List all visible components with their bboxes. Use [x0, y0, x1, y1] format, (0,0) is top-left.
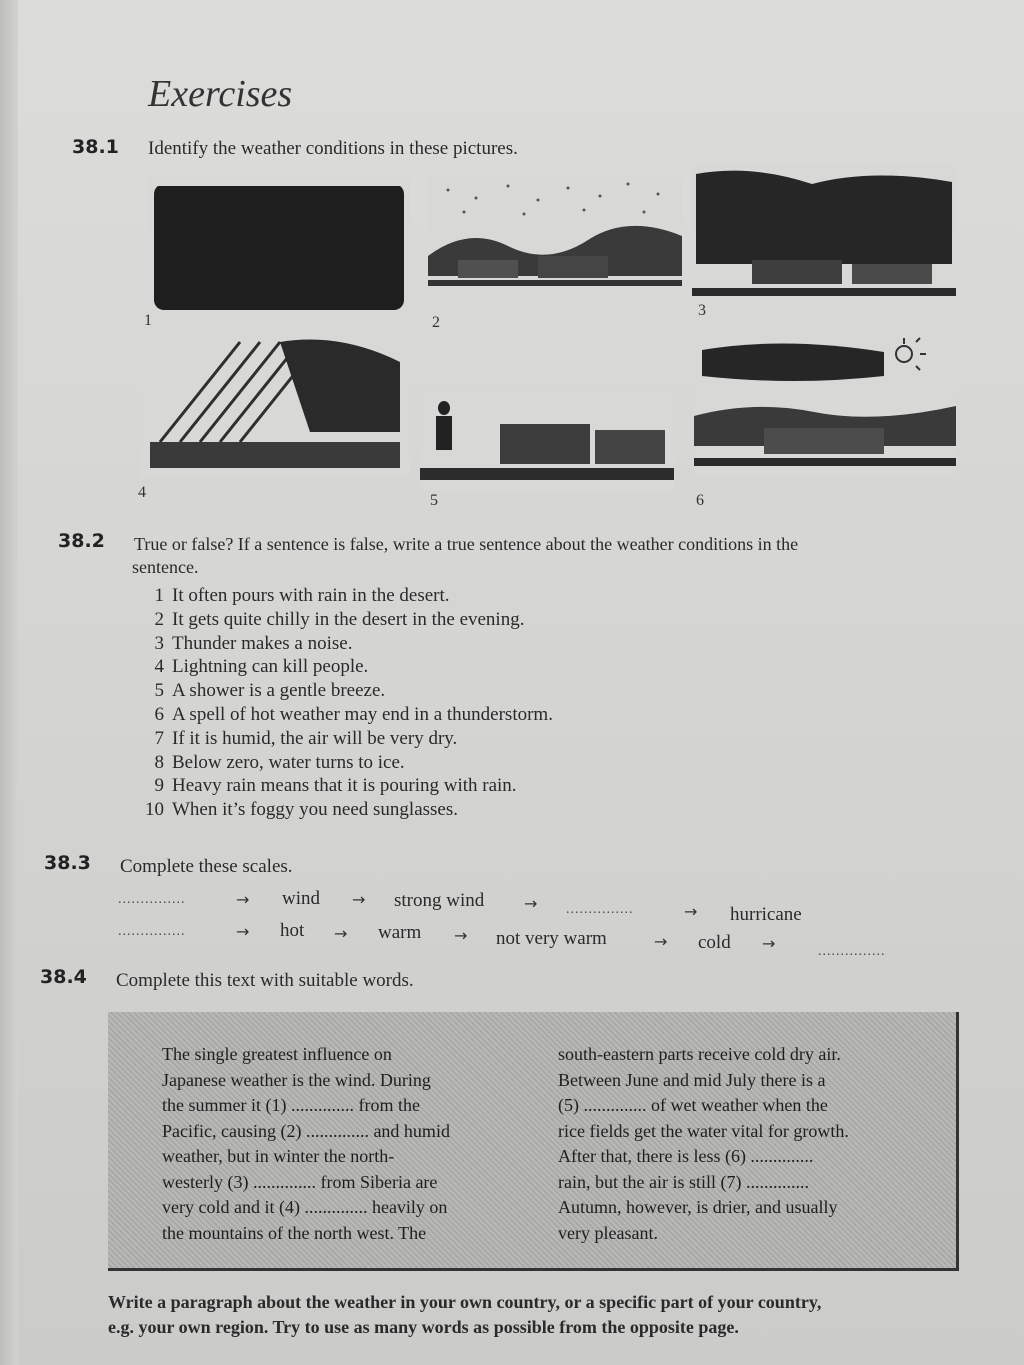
exercise-number-38-4: 38.4 [40, 966, 87, 988]
cloze-line: weather, but in winter the north- [162, 1146, 395, 1166]
blank-answer-line[interactable]: ............... [818, 944, 886, 959]
cloze-text-box [108, 1012, 959, 1271]
exercise-number-38-3: 38.3 [44, 852, 91, 874]
cloze-line: westerly (3) .............. from Siberia are [162, 1171, 438, 1192]
arrow-right-icon: → [684, 902, 698, 921]
list-item: 10 When it’s foggy you need sunglasses. [145, 799, 459, 821]
cloze-line: rice fields get the water vital for growth. [558, 1120, 849, 1141]
arrow-right-icon: → [236, 922, 250, 941]
writing-task-line: e.g. your own region. Try to use as many words as possible from the opposite page. [108, 1317, 739, 1337]
list-item: 6 A spell of hot weather may end in a thunderstorm. [154, 703, 553, 725]
arrow-right-icon: → [334, 924, 348, 943]
blank-answer-line[interactable]: ............... [118, 892, 186, 907]
list-item: 5 A shower is a gentle breeze. [154, 680, 386, 702]
cloze-right-column [558, 1042, 849, 1246]
exercise-38-1-instruction: Identify the weather conditions in these pictures. [148, 138, 518, 159]
wind-picture [692, 164, 956, 304]
picture-label-5: 5 [430, 492, 438, 509]
cloze-line: very cold and it (4) .............. heavily on [162, 1197, 448, 1217]
cloze-line: (5) .............. of wet weather when the [558, 1095, 828, 1115]
exercise-38-4-instruction: Complete this text with suitable words. [116, 970, 414, 991]
page-binding-edge [0, 0, 18, 1365]
list-item: 2 It gets quite chilly in the desert in the evening. [154, 608, 525, 630]
cloze-line: After that, there is less (6) .............. [558, 1146, 814, 1166]
scale-word: warm [378, 922, 422, 943]
arrow-right-icon: → [654, 932, 668, 951]
scale-word: wind [282, 888, 320, 909]
cloze-left-column [162, 1042, 450, 1246]
arrow-right-icon: → [454, 926, 468, 945]
picture-label-1: 1 [144, 312, 152, 329]
snow-picture [428, 176, 682, 304]
picture-label-6: 6 [696, 492, 704, 509]
picture-label-4: 4 [138, 484, 146, 501]
exercise-number-38-1: 38.1 [72, 136, 119, 158]
cloze-line: the mountains of the north west. The [162, 1222, 427, 1243]
cloze-line: rain, but the air is still (7) .............. [558, 1171, 809, 1192]
list-item: 7 If it is humid, the air will be very dry. [154, 727, 458, 749]
cloze-line: the summer it (1) .............. from the [162, 1095, 420, 1115]
writing-task [108, 1290, 968, 1340]
list-item: 3 Thunder makes a noise. [154, 632, 353, 654]
exercise-38-3-instruction: Complete these scales. [120, 856, 293, 877]
blank-answer-line[interactable]: ............... [118, 924, 186, 939]
scale-word: cold [698, 932, 731, 953]
page-title: Exercises [148, 73, 293, 115]
scale-word: hurricane [730, 904, 802, 925]
list-item: 4 Lightning can kill people. [154, 656, 369, 678]
exercise-38-2-instruction: True or false? If a sentence is false, write a true sentence about the weather conditions in the [134, 534, 799, 554]
rain-picture [140, 332, 410, 478]
cloze-line: Pacific, causing (2) .............. and humid [162, 1120, 450, 1141]
picture-label-2: 2 [432, 314, 440, 331]
list-item: 9 Heavy rain means that it is pouring with rain. [154, 775, 517, 797]
cloze-line: The single greatest influence on [162, 1044, 392, 1064]
list-item: 1 It often pours with rain in the desert. [154, 585, 450, 606]
heat-picture [420, 394, 674, 490]
arrow-right-icon: → [524, 894, 538, 913]
cloze-line: south-eastern parts receive cold dry air. [558, 1044, 841, 1064]
cloze-line: Autumn, however, is drier, and usually [558, 1197, 838, 1217]
arrow-right-icon: → [236, 890, 250, 909]
list-item: 8 Below zero, water turns to ice. [154, 751, 405, 773]
sun-and-cloud-picture [694, 336, 956, 476]
cloze-line: Between June and mid July there is a [558, 1069, 826, 1090]
exercise-number-38-2: 38.2 [58, 530, 105, 552]
scale-word: strong wind [394, 890, 485, 911]
fog-picture [148, 176, 410, 316]
blank-answer-line[interactable]: ............... [566, 902, 634, 917]
scale-word: hot [280, 920, 305, 941]
cloze-line: very pleasant. [558, 1222, 658, 1243]
exercise-38-2-instruction-continued: sentence. [132, 557, 199, 577]
arrow-right-icon: → [762, 934, 776, 953]
writing-task-line: Write a paragraph about the weather in your own country, or a specific part of your country, [108, 1292, 822, 1312]
arrow-right-icon: → [352, 890, 366, 909]
picture-label-3: 3 [698, 302, 706, 319]
true-false-list [120, 584, 720, 822]
scale-word: not very warm [496, 928, 607, 949]
cloze-line: Japanese weather is the wind. During [162, 1069, 431, 1090]
